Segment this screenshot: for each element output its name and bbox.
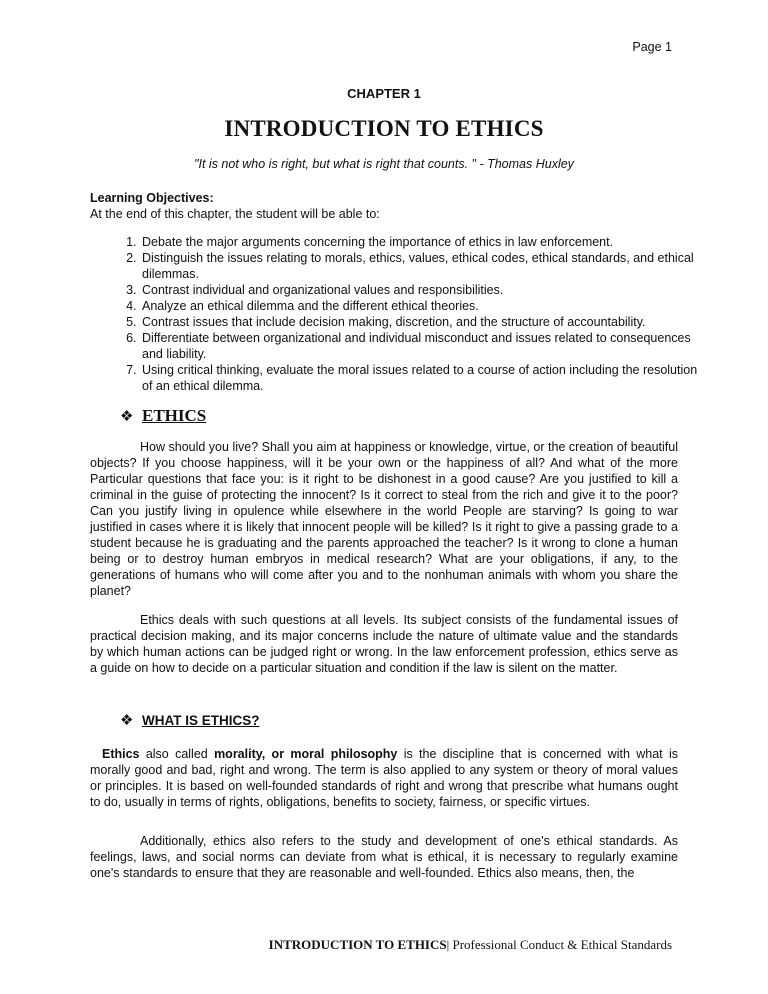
objective-item: 3. Contrast individual and organizational values and responsibilities.: [140, 282, 700, 298]
objective-item: 1. Debate the major arguments concerning the importance of ethics in law enforcement.: [140, 234, 700, 250]
ethics-paragraph-2: Ethics deals with such questions at all levels. Its subject consists of the fundamental issues of practical decision making, and its major concerns include the nature of ultimate value and the standards by which human actions can be judged right or wrong. In the law enforcement profession, ethics serve as a guide on how to decide on a particular situation and condition if the law is silent on the matter.: [90, 613, 678, 675]
ethics-section-heading: [120, 406, 206, 426]
epigraph-quote: "It is not who is right, but what is right that counts. " - Thomas Huxley: [194, 157, 574, 171]
text-span: also called: [139, 747, 215, 761]
objective-item: 7. Using critical thinking, evaluate the moral issues related to a course of action including the resolution of an ethical dilemma.: [140, 362, 700, 394]
footer-subtitle: | Professional Conduct & Ethical Standards: [446, 937, 672, 952]
objective-item: 5. Contrast issues that include decision making, discretion, and the structure of accountability.: [140, 314, 700, 330]
page-number: Page 1: [632, 40, 672, 54]
page-title: INTRODUCTION TO ETHICS: [224, 116, 544, 141]
ethics-heading: ETHICS: [142, 406, 207, 425]
footer-title: INTRODUCTION TO ETHICS: [268, 937, 447, 952]
objective-item: 4. Analyze an ethical dilemma and the different ethical theories.: [140, 298, 700, 314]
what-is-ethics-paragraph-2: Additionally, ethics also refers to the study and development of one's ethical standards. As feelings, laws, and social norms can deviate from what is ethical, it is necessary to regularly examine one's standards to ensure that they are reasonable and well-founded. Ethics also means, then, the: [90, 834, 678, 880]
learning-objectives-heading: Learning Objectives:: [90, 191, 214, 205]
ethics-paragraph-1: How should you live? Shall you aim at happiness or knowledge, virtue, or the creation of beautiful objects? If you choose happiness, will it be your own or the happiness of all? And what of the more Particular questions that face you: is it right to be dishonest in a good cause? Are you justified to kill a criminal in the guise of protecting the innocent? Is it correct to steal from the rich and give it to the poor? Can you justify living in opulence while elsewhere in the world People are starving? Is going to war justified in cases where it is likely that innocent people will be killed? Is it right to give a passing grade to a student because he is graduating and the parents approached the teacher? Is it wrong to clone a human being or to destroy human embryos in medical research? What are your obligations, if any, to the generations of humans who will come after you and to the nonhuman animals with whom you share the planet?: [90, 440, 678, 598]
text-span: is the discipline that is concerned with what is morally good and bad, right and wrong. The term is also applied to any system or theory of moral values or principles. It is based on well-founded standards of right and wrong that prescribe what humans ought to do, usually in terms of rights, obligations, benefits to society, fairness, or specific virtues.: [90, 747, 678, 809]
what-is-ethics-section-heading: [120, 711, 260, 729]
objective-item: 2. Distinguish the issues relating to morals, ethics, values, ethical codes, ethical standards, and ethical dilemmas.: [140, 250, 700, 282]
diamond-bullet-icon: ❖: [120, 408, 134, 425]
chapter-label: CHAPTER 1: [347, 86, 421, 101]
objective-item: 6. Differentiate between organizational and individual misconduct and issues related to consequences and liability.: [140, 330, 700, 362]
page-footer: [269, 937, 672, 953]
learning-objectives-header: [90, 190, 678, 222]
what-is-ethics-heading: WHAT IS ETHICS?: [142, 712, 260, 728]
diamond-bullet-icon: ❖: [120, 712, 134, 729]
learning-objectives-intro: At the end of this chapter, the student will be able to:: [90, 207, 380, 221]
term-morality: morality, or moral philosophy: [214, 747, 398, 761]
what-is-ethics-paragraph-1: [90, 746, 678, 810]
term-ethics: Ethics: [102, 747, 140, 761]
objectives-list: [112, 234, 700, 394]
